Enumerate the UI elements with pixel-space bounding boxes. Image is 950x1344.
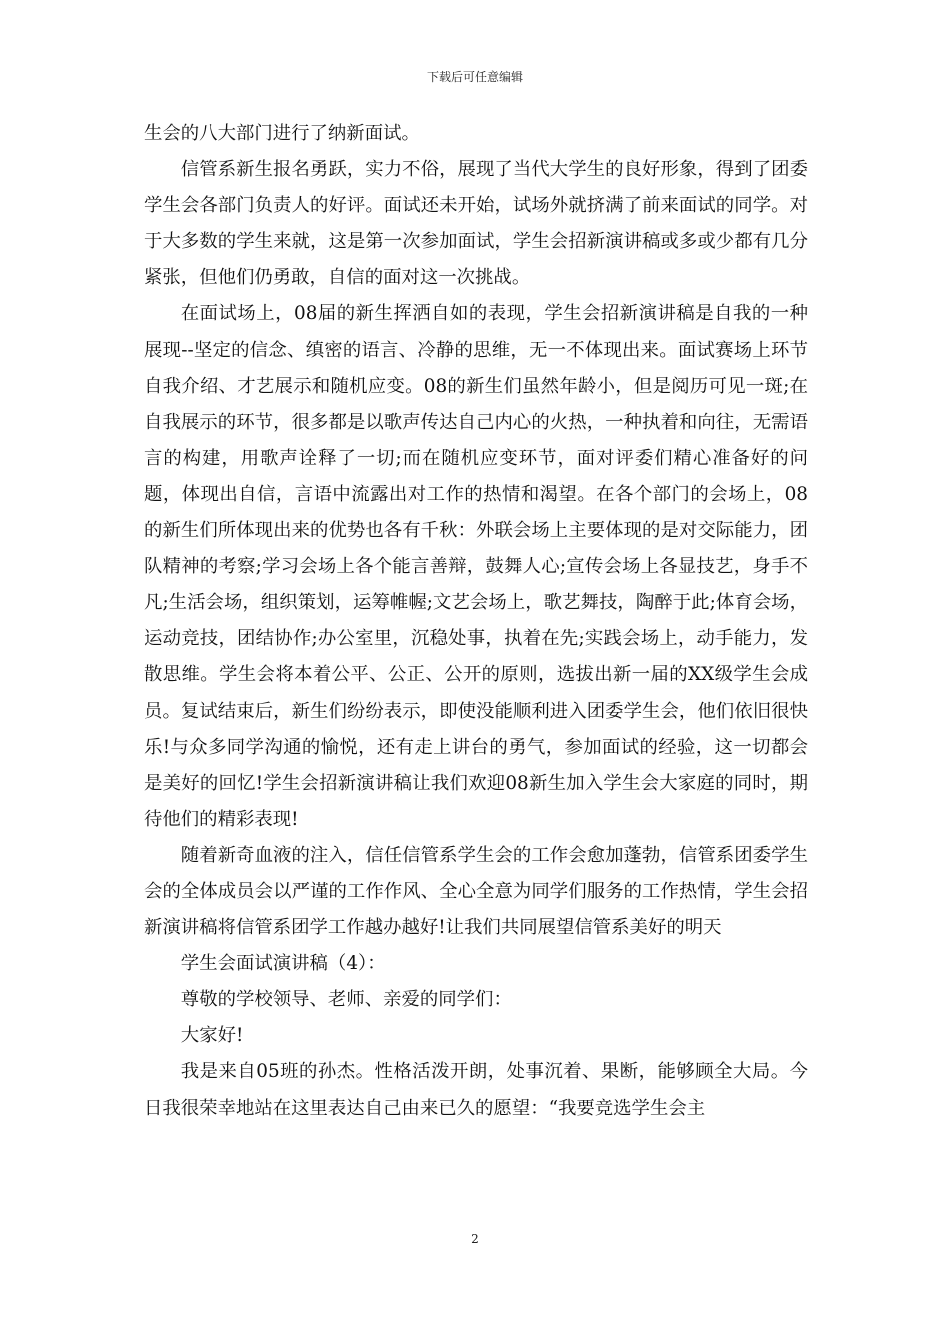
document-body xyxy=(144,116,808,1127)
paragraph-3: 在面试场上，08届的新生挥洒自如的表现，学生会招新演讲稿是自我的一种展现--坚定的信念、缜密的语言、冷静的思维，无一不体现出来。面试赛场上环节自我介绍、才艺展示和随机应变。08的新生们虽然年龄小，但是阅历可见一斑;在自我展示的环节，很多都是以歌声传达自己内心的火热，一种执着和向往，无需语言的构建，用歌声诠释了一切;而在随机应变环节，面对评委们精心准备好的问题，体现出自信，言语中流露出对工作的热情和渴望。在各个部门的会场上，08的新生们所体现出来的优势也各有千秋：外联会场上主要体现的是对交际能力，团队精神的考察;学习会场上各个能言善辩，鼓舞人心;宣传会场上各显技艺，身手不凡;生活会场，组织策划，运筹帷幄;文艺会场上，歌艺舞技，陶醉于此;体育会场，运动竞技，团结协作;办公室里，沉稳处事，执着在先;实践会场上，动手能力，发散思维。学生会将本着公平、公正、公开的原则，选拔出新一届的XX级学生会成员。复试结束后，新生们纷纷表示，即使没能顺利进入团委学生会，他们依旧很快乐!与众多同学沟通的愉悦，还有走上讲台的勇气，参加面试的经验，这一切都会是美好的回忆!学生会招新演讲稿让我们欢迎08新生加入学生会大家庭的同时，期待他们的精彩表现! xyxy=(144,303,808,830)
speech-heading: 学生会面试演讲稿（4）： xyxy=(180,953,386,975)
page-number: 2 xyxy=(471,1232,479,1246)
greeting: 大家好! xyxy=(180,1025,244,1047)
salutation: 尊敬的学校领导、老师、亲爱的同学们： xyxy=(180,989,512,1011)
page-header: 下载后可任意编辑 xyxy=(426,70,523,84)
paragraph-introduction: 我是来自05班的孙杰。性格活泼开朗，处事沉着、果断，能够顾全大局。今日我很荣幸地站在这里表达自己由来已久的愿望：“我要竞选学生会主 xyxy=(144,1061,808,1119)
paragraph-2: 信管系新生报名勇跃，实力不俗，展现了当代大学生的良好形象，得到了团委学生会各部门负责人的好评。面试还未开始，试场外就挤满了前来面试的同学。对于大多数的学生来就，这是第一次参加面试，学生会招新演讲稿或多或少都有几分紧张，但他们仍勇敢，自信的面对这一次挑战。 xyxy=(144,159,808,289)
paragraph-4: 随着新奇血液的注入，信任信管系学生会的工作会愈加蓬勃，信管系团委学生会的全体成员会以严谨的工作作风、全心全意为同学们服务的工作热情，学生会招新演讲稿将信管系团学工作越办越好!让我们共同展望信管系美好的明天 xyxy=(144,844,808,939)
paragraph-1: 生会的八大部门进行了纳新面试。 xyxy=(144,123,420,144)
